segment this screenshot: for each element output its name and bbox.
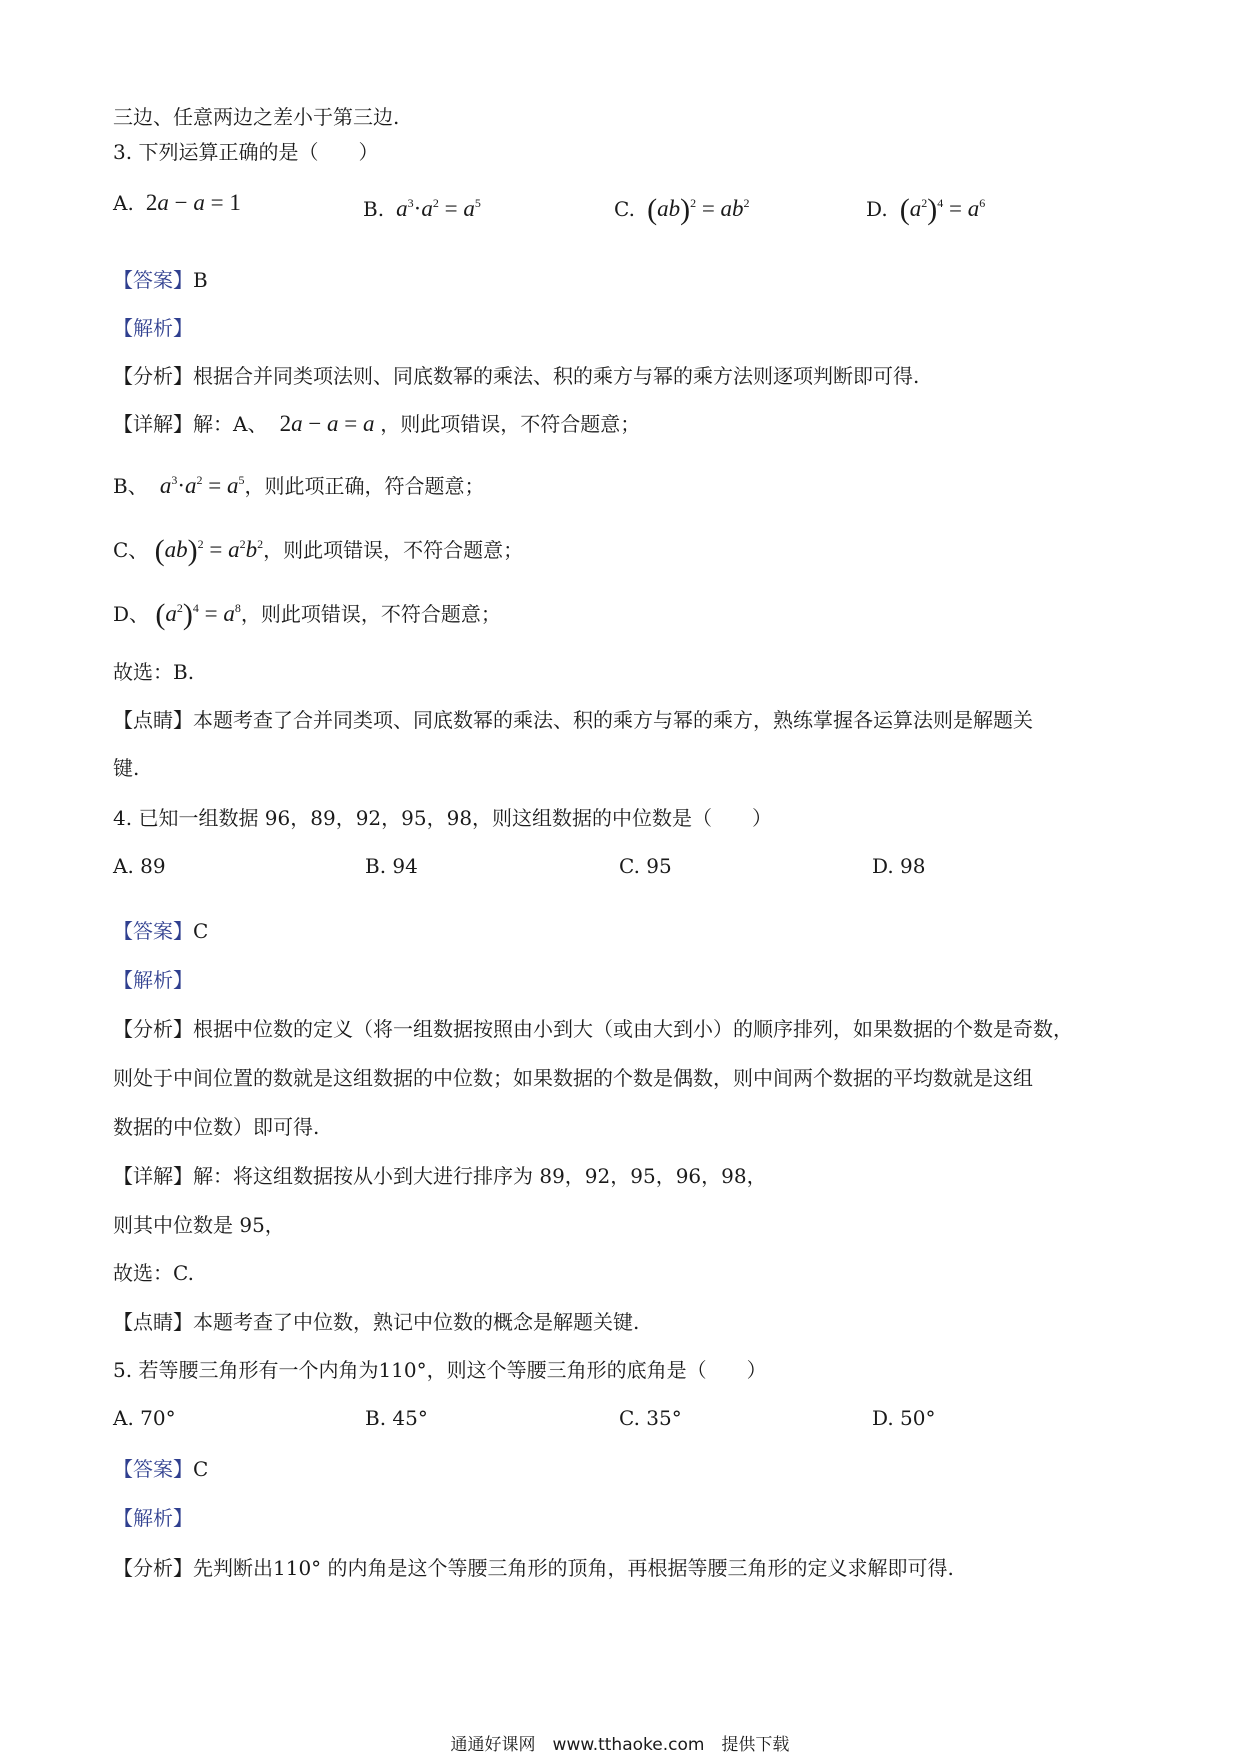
q4-option-c: C. 95 xyxy=(619,854,672,878)
q5-option-b: B. 45° xyxy=(365,1406,428,1430)
q4-dianjing: 【点睛】本题考查了中位数，熟记中位数的概念是解题关键. xyxy=(113,1310,640,1334)
q4-analysis-label: 【解析】 xyxy=(113,968,193,992)
text-line: 三边、任意两边之差小于第三边. xyxy=(113,105,400,129)
q3-guxuan: 故选：B. xyxy=(113,660,195,684)
q4-option-b: B. 94 xyxy=(365,854,418,878)
q4-xiangjie-2: 则其中位数是 95， xyxy=(113,1213,285,1237)
q3-option-b: B. $a^3\cdot a^2 = a^5$ xyxy=(363,196,481,221)
question-5: 5. 若等腰三角形有一个内角为110°，则这个等腰三角形的底角是（ ） xyxy=(113,1358,767,1382)
q5-analysis-label: 【解析】 xyxy=(113,1506,193,1530)
q4-fenxi-3: 数据的中位数）即可得. xyxy=(113,1115,320,1139)
q3-xiangjie-d: D、 $(a^2)^4 = a^8$，则此项错误，不符合题意； xyxy=(113,598,501,631)
q5-fenxi: 【分析】先判断出110° 的内角是这个等腰三角形的顶角，再根据等腰三角形的定义求解即可得. xyxy=(113,1556,954,1580)
q3-answer: 【答案】B xyxy=(113,268,208,292)
q4-guxuan: 故选：C. xyxy=(113,1261,194,1285)
q3-fenxi: 【分析】根据合并同类项法则、同底数幂的乘法、积的乘方与幂的乘方法则逐项判断即可得. xyxy=(113,364,920,388)
q3-analysis-label: 【解析】 xyxy=(113,316,193,340)
page-footer: 通通好课网 www.tthaoke.com 提供下载 xyxy=(450,1735,790,1755)
q4-answer: 【答案】C xyxy=(113,919,209,943)
q4-option-a: A. 89 xyxy=(113,854,166,878)
q4-fenxi-1: 【分析】根据中位数的定义（将一组数据按照由小到大（或由大到小）的顺序排列，如果数据的个数是奇数， xyxy=(113,1017,1073,1041)
q3-xiangjie-a: 【详解】解：A、 2a − a = a ，则此项错误，不符合题意； xyxy=(113,411,641,436)
q5-option-c: C. 35° xyxy=(619,1406,682,1430)
q3-option-a: A. 2a − a = 1 xyxy=(113,190,241,215)
q5-option-a: A. 70° xyxy=(113,1406,176,1430)
q3-option-c: C. $(ab)^2 = ab^2$ xyxy=(614,193,750,226)
q5-option-d: D. 50° xyxy=(872,1406,936,1430)
q3-dianjing-2: 键. xyxy=(113,756,140,780)
question-4: 4. 已知一组数据 96，89，92，95，98，则这组数据的中位数是（ ） xyxy=(113,806,773,830)
q5-answer: 【答案】C xyxy=(113,1457,209,1481)
q3-dianjing-1: 【点睛】本题考查了合并同类项、同底数幂的乘法、积的乘方与幂的乘方，熟练掌握各运算法则是解题关 xyxy=(113,708,1033,732)
q3-xiangjie-c: C、 $(ab)^2 = a^2b^2$，则此项错误，不符合题意； xyxy=(113,534,524,567)
q3-xiangjie-b: B、 $a^3\cdot a^2 = a^5$，则此项正确，符合题意； xyxy=(113,473,485,498)
q4-xiangjie-1: 【详解】解：将这组数据按从小到大进行排序为 89，92，95，96，98， xyxy=(113,1164,767,1188)
q4-fenxi-2: 则处于中间位置的数就是这组数据的中位数；如果数据的个数是偶数，则中间两个数据的平均数就是这组 xyxy=(113,1066,1033,1090)
question-3: 3. 下列运算正确的是（ ） xyxy=(113,140,379,164)
q3-option-d: D. $(a^2)^4 = a^6$ xyxy=(866,193,986,226)
q4-option-d: D. 98 xyxy=(872,854,926,878)
